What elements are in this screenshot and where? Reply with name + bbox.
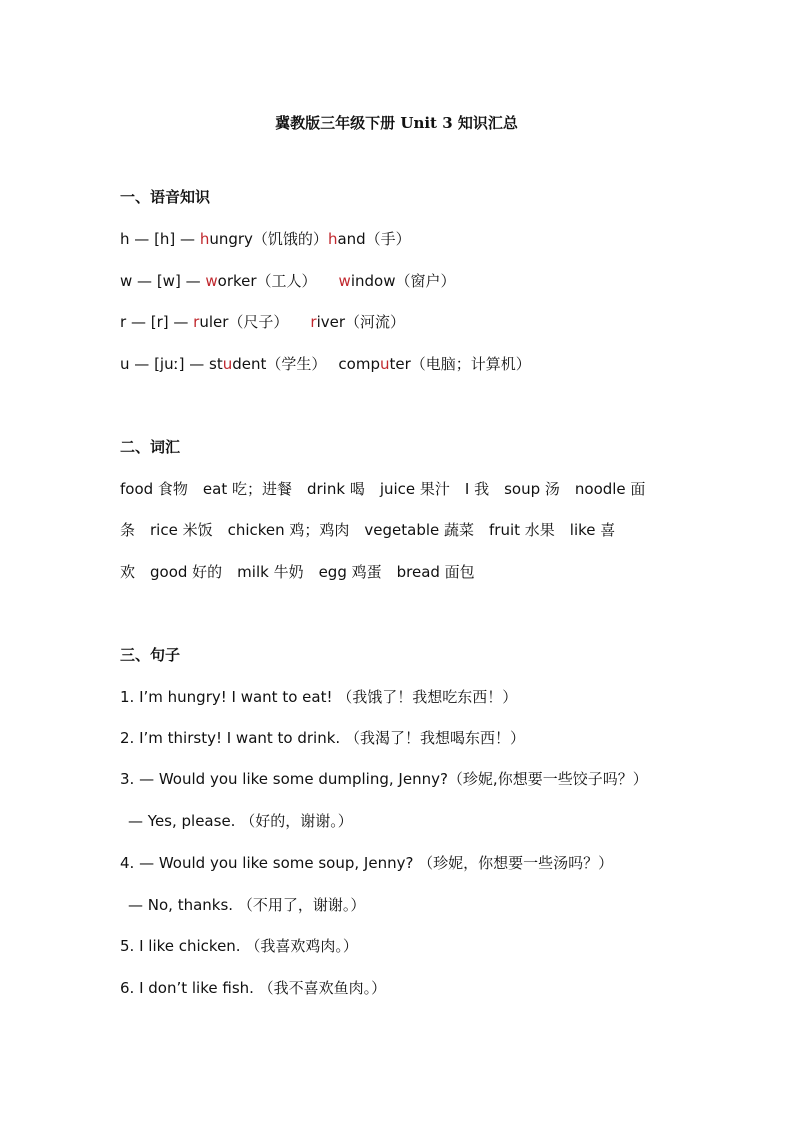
vocabulary-line: 条 rice 米饭 chicken 鸡；鸡肉 vegetable 蔬菜 fruit 水果 like 喜	[120, 521, 616, 539]
highlight-letter: w	[205, 272, 218, 290]
word-text: dent（学生）	[232, 355, 327, 373]
section-heading-vocabulary: 二、词汇	[120, 438, 181, 456]
sentence-line: — No, thanks. （不用了，谢谢。）	[128, 896, 366, 914]
word-text: comp	[338, 355, 380, 373]
phonics-row: w — [w] — worker（工人） window（窗户）	[120, 272, 456, 290]
page-title: 冀教版三年级下册 Unit 3 知识汇总	[275, 114, 518, 132]
phonetic-symbol: [h]	[154, 230, 176, 248]
word-text: ungry（饥饿的）	[209, 230, 328, 248]
highlight-letter: u	[379, 355, 390, 373]
phonics-row: r — [r] — ruler（尺子） river（河流）	[120, 313, 406, 331]
phonetic-symbol: [juː]	[154, 355, 185, 373]
sentence-line: 4. — Would you like some soup, Jenny? （珍妮，你想要一些汤吗？）	[120, 854, 614, 872]
highlight-letter: w	[338, 272, 351, 290]
highlight-letter: u	[222, 355, 233, 373]
phonetic-symbol: [w]	[156, 272, 181, 290]
letter: w	[120, 272, 133, 290]
section-heading-sentences: 三、句子	[120, 646, 181, 664]
sentence-line: 2. I’m thirsty! I want to drink. （我渴了！我想喝东西！）	[120, 729, 525, 747]
word-text: and（手）	[337, 230, 411, 248]
section-heading-phonics: 一、语音知识	[120, 188, 211, 206]
letter: u	[120, 355, 130, 373]
phonics-row: h — [h] — hungry（饥饿的）hand（手）	[120, 230, 411, 248]
phonetic-symbol: [r]	[150, 313, 169, 331]
word-text: iver（河流）	[316, 313, 406, 331]
sentence-line: — Yes, please. （好的，谢谢。）	[128, 812, 353, 830]
sentence-line: 3. — Would you like some dumpling, Jenny?（珍妮,你想要一些饺子吗？）	[120, 770, 648, 788]
word-text: uler（尺子）	[199, 313, 289, 331]
sentence-line: 5. I like chicken. （我喜欢鸡肉。）	[120, 937, 358, 955]
highlight-letter: h	[199, 230, 210, 248]
sentence-line: 1. I’m hungry! I want to eat! （我饿了！我想吃东西！）	[120, 688, 518, 706]
word-text: orker（工人）	[217, 272, 317, 290]
sentence-line: 6. I don’t like fish. （我不喜欢鱼肉。）	[120, 979, 387, 997]
highlight-letter: h	[327, 230, 338, 248]
phonics-row: u — [juː] — student（学生） computer（电脑；计算机）	[120, 355, 531, 373]
letter: r	[120, 313, 127, 331]
vocabulary-line: food 食物 eat 吃；进餐 drink 喝 juice 果汁 I 我 soup 汤 noodle 面	[120, 480, 646, 498]
letter: h	[120, 230, 130, 248]
word-text: indow（窗户）	[350, 272, 456, 290]
word-text: st	[209, 355, 223, 373]
highlight-letter: r	[193, 313, 200, 331]
word-text: ter（电脑；计算机）	[389, 355, 531, 373]
vocabulary-line: 欢 good 好的 milk 牛奶 egg 鸡蛋 bread 面包	[120, 563, 475, 581]
highlight-letter: r	[310, 313, 317, 331]
